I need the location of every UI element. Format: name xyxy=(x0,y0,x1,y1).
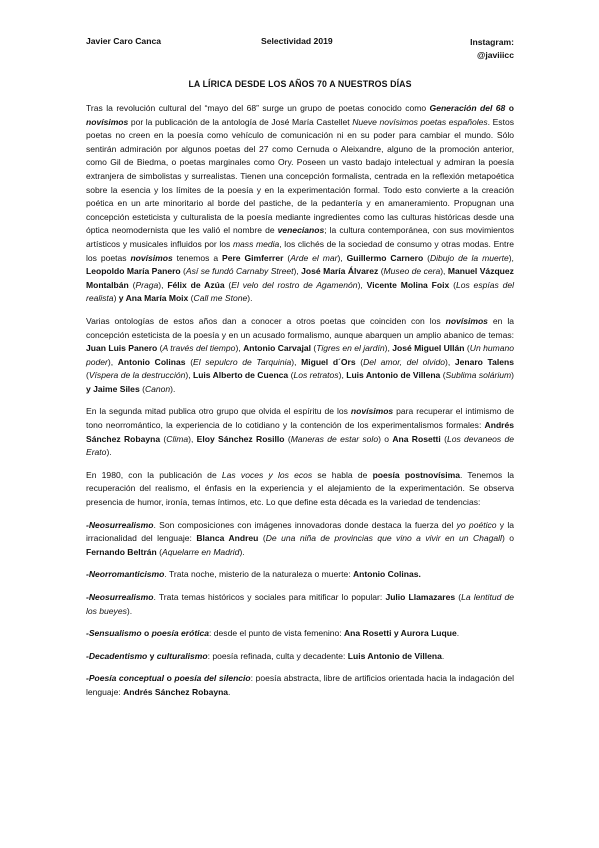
italic-text: Canon xyxy=(144,383,171,394)
paragraph xyxy=(86,469,514,510)
bold-italic-text: novísimos xyxy=(86,116,129,127)
text-run: En 1980, con la publicación de xyxy=(86,469,222,480)
italic-text: Los devaneos de Erato xyxy=(86,433,514,458)
text-run: ), xyxy=(445,356,455,367)
bold-text: poesía postnovísima xyxy=(372,469,460,480)
text-run: ( xyxy=(160,433,167,444)
text-run: ( xyxy=(311,343,317,354)
paragraph xyxy=(86,519,514,560)
bold-text: Antonio Colinas. xyxy=(352,569,421,580)
italic-text: A través del tiempo xyxy=(162,343,236,354)
bold-text: Luis Alberto de Cuenca xyxy=(192,370,289,381)
text-run: ), xyxy=(185,370,193,381)
bold-text: y Ana María Moix xyxy=(118,293,189,304)
italic-text: Arde el mar xyxy=(290,252,338,263)
bold-text: Andrés Sánchez Robayna xyxy=(86,420,514,444)
text-run: . Trata temas históricos y sociales para mitificar lo popular: xyxy=(153,592,386,602)
paragraph xyxy=(86,315,514,397)
text-run: . Tenemos la recuperación del realismo, el énfasis en la experiencia y el alejamiento de la experimentación. Se observa presencia de humor, ironía, temas íntimos, etc. Lo que define esta década es la variedad de tendencias: xyxy=(86,469,514,508)
text-run: ), xyxy=(440,266,448,277)
text-run: ). xyxy=(106,447,112,458)
text-run: En la segunda mitad publica otro grupo que olvida el espíritu de los xyxy=(86,406,351,417)
text-run: ), xyxy=(508,252,514,263)
text-run: ), xyxy=(235,343,244,354)
text-run: ), xyxy=(107,356,118,367)
bold-text: José María Álvarez xyxy=(301,266,379,277)
bold-italic-text: venecianos xyxy=(277,225,325,236)
italic-text: Así se fundó Carnaby Street xyxy=(185,266,294,277)
bold-text: Félix de Azúa xyxy=(167,279,225,290)
bold-text: Guillermo Carnero xyxy=(346,252,424,263)
text-run: ( xyxy=(355,356,364,367)
bold-text: Antonio Carvajal xyxy=(243,343,311,354)
text-run: ) o xyxy=(378,433,393,444)
bold-italic-text: culturalismo xyxy=(156,650,208,661)
bold-text: Leopoldo María Panero xyxy=(86,266,181,277)
bold-text: Andrés Sánchez Robayna xyxy=(123,686,229,697)
italic-text: Del amor, del olvido xyxy=(363,356,445,367)
text-run: . Estos poetas no creen en la poesía como vehículo de comunicación ni en su poder para cambiar el mundo. Sólo sentirán admiración por algunos poetas del 27 como Cernuda o Aleixandre, alguno de la promoción anterior, como Gil de Biedma, o poetas marginales como Ory. Poseen un vasto badajo intelectual y admiran la poesía extranjera de simbolistas y surrealistas. Tienen una concepción formalista, centrada en la reflexión metapoética sobre la esencia y los límites de la poesía y en la experimentación formal. Todo esto convierte a la creación poética en un arte minoritario al borde del pastiche, de la pedantería y en amaneramiento. Propugnan una concepción esteticista y culturalista de la poesía mediante ingredientes como las culturas históricas desde una óptica neomodernista que les valió el nombre de xyxy=(86,116,514,236)
text-run: ), xyxy=(357,279,367,290)
text-run: ( xyxy=(449,279,456,290)
italic-text: Museo de cera xyxy=(383,266,441,277)
instagram-label: Instagram: xyxy=(470,37,514,47)
paragraph xyxy=(86,627,514,641)
course-name: Selectividad 2019 xyxy=(261,36,333,46)
instagram-handle: @javiiicc xyxy=(476,50,514,60)
italic-text: Praga xyxy=(135,279,159,290)
italic-text: Nueve novísimos poetas españoles xyxy=(352,116,488,127)
bold-text: Antonio Colinas xyxy=(117,356,186,367)
text-run: . xyxy=(441,650,445,661)
text-run: tenemos a xyxy=(172,252,223,263)
bold-text: o xyxy=(505,103,514,113)
bold-text: Eloy Sánchez Rosillo xyxy=(196,433,285,444)
paragraph xyxy=(86,591,514,618)
text-run: . xyxy=(228,686,231,697)
text-run: ( xyxy=(284,433,291,444)
text-run: , los clichés de la sociedad de consumo y otras modas. Entre los poetas xyxy=(86,238,514,263)
text-run: : poesía refinada, culta y decadente: xyxy=(207,650,348,661)
bold-text: Miguel d´Ors xyxy=(301,356,356,367)
text-run: ( xyxy=(464,343,470,354)
text-run: . xyxy=(456,628,460,639)
bold-italic-text: novísimos xyxy=(350,406,394,417)
text-run: . Trata noche, misterio de la naturaleza o muerte: xyxy=(164,569,353,580)
italic-text: La lentitud de los bueyes xyxy=(86,592,514,616)
text-run: ( xyxy=(156,546,162,557)
bold-italic-text: poesía erótica xyxy=(151,628,210,639)
text-run: por la publicación de la antología de José María Castellet xyxy=(128,116,353,127)
paragraph xyxy=(86,405,514,459)
document-page xyxy=(86,36,514,709)
italic-text: Call me Stone xyxy=(193,293,248,304)
text-run: ), xyxy=(338,370,347,381)
bold-text: o xyxy=(141,628,152,639)
italic-text: yo poético xyxy=(456,519,497,530)
instagram-info xyxy=(470,36,514,62)
text-run: ), xyxy=(293,266,302,277)
paragraph xyxy=(86,672,514,699)
bold-italic-text: -Poesía conceptual xyxy=(86,673,165,684)
italic-text: Maneras de estar solo xyxy=(290,433,379,444)
text-run: ( xyxy=(440,370,446,381)
text-run: ( xyxy=(180,266,186,277)
italic-text: mass media xyxy=(232,238,280,249)
text-run: ( xyxy=(258,533,266,544)
bold-text: o xyxy=(164,673,175,684)
text-run: para recuperar el intimismo de tono neorromántico, la experiencia de lo cotidiano y la contención de los experimentalismos formales: xyxy=(86,406,514,431)
bold-text: Juan Luis Panero xyxy=(86,343,158,354)
italic-text: Aquelarre en Madrid xyxy=(162,546,240,557)
text-run: ( xyxy=(86,370,89,381)
text-run: ), xyxy=(291,356,302,367)
text-run: ). xyxy=(247,293,253,304)
paragraph xyxy=(86,568,514,582)
paragraph xyxy=(86,102,514,306)
italic-text: Las voces y los ecos xyxy=(221,469,313,480)
bold-text: Fernando Beltrán xyxy=(86,546,157,557)
bold-italic-text: -Sensualismo xyxy=(86,628,142,639)
italic-text: Un humano poder xyxy=(86,343,514,367)
page-header xyxy=(86,36,514,70)
text-run: ( xyxy=(283,252,291,263)
text-run: ( xyxy=(128,279,136,290)
text-run: ( xyxy=(378,266,384,277)
text-run: ). xyxy=(170,383,176,394)
bold-italic-text: -Neorromanticismo xyxy=(86,569,165,580)
italic-text: El sepulcro de Tarquinia xyxy=(193,356,292,367)
text-run: en la concepción esteticista de la poesía y en un acusado formalismo, aunque abarquen un amplio abanico de temas: xyxy=(86,315,514,340)
bold-italic-text: novísimos xyxy=(445,315,488,326)
paragraph xyxy=(86,650,514,664)
bold-italic-text: -Neosurrealismo xyxy=(86,592,154,602)
text-run: Varias ontologías de estos años dan a conocer a otros poetas que coinciden con los xyxy=(86,315,446,326)
text-run: ( xyxy=(224,279,232,290)
text-run: ( xyxy=(288,370,294,381)
italic-text: De una niña de provincias que vino a vivir en un Chagall xyxy=(265,533,502,544)
text-run: ) xyxy=(113,293,119,304)
text-run: ). xyxy=(239,546,245,557)
italic-text: Los espías del realista xyxy=(86,279,514,304)
bold-text: y Jaime Siles xyxy=(86,383,140,394)
text-run: : poesía abstracta, libre de artificios orientada hacia la indagación del lenguaje: xyxy=(86,673,514,697)
text-run: ), xyxy=(384,343,393,354)
italic-text: Clima xyxy=(166,433,189,444)
text-run: ( xyxy=(188,293,194,304)
bold-text: Manuel Vázquez Montalbán xyxy=(86,266,514,290)
bold-italic-text: novísimos xyxy=(130,252,173,263)
bold-text: José Miguel Ullán xyxy=(392,343,465,354)
bold-text: y xyxy=(147,650,157,661)
text-run: ( xyxy=(455,592,462,602)
bold-text: Ana Rosetti xyxy=(392,433,441,444)
bold-italic-text: Generación del 68 xyxy=(429,103,506,113)
bold-text: Luis Antonio de Villena xyxy=(346,370,441,381)
text-run: ; la cultura contemporánea, con sus movimientos artísticos y musicales influidos por los xyxy=(86,225,514,249)
bold-italic-text: poesía del silencio xyxy=(174,673,251,684)
bold-text: Julio Llamazares xyxy=(385,592,456,602)
text-run: ), xyxy=(337,252,347,263)
text-run: se habla de xyxy=(312,469,373,480)
text-run: ( xyxy=(185,356,194,367)
bold-text: Blanca Andreu xyxy=(196,533,259,544)
document-body xyxy=(86,102,514,700)
bold-text: Jenaro Talens xyxy=(454,356,514,367)
italic-text: Los retratos xyxy=(293,370,339,381)
italic-text: El velo del rostro de Agamenón xyxy=(231,279,358,290)
text-run: y la irracionalidad del lenguaje: xyxy=(86,519,514,544)
text-run: Tras la revolución cultural del “mayo del 68” surge un grupo de poetas conocido como xyxy=(86,103,430,113)
text-run: ( xyxy=(139,383,145,394)
bold-italic-text: -Decadentismo xyxy=(86,650,148,661)
bold-italic-text: -Neosurrealismo xyxy=(86,519,154,530)
italic-text: Sublima solárium xyxy=(445,370,512,381)
text-run: ) xyxy=(511,370,514,381)
text-run: ). xyxy=(126,605,133,616)
author-name: Javier Caro Canca xyxy=(86,36,161,46)
text-run: : desde el punto de vista femenino: xyxy=(209,628,344,639)
text-run: ( xyxy=(157,343,163,354)
text-run: . Son composiciones con imágenes innovadoras donde destaca la fuerza del xyxy=(153,519,457,530)
text-run: ), xyxy=(188,433,197,444)
italic-text: Tigres en el jardín xyxy=(316,343,385,354)
italic-text: Dibujo de la muerte xyxy=(429,252,509,263)
bold-text: Luis Antonio de Villena xyxy=(347,650,442,661)
bold-text: Ana Rosetti y Aurora Luque xyxy=(344,628,457,639)
text-run: ( xyxy=(423,252,430,263)
bold-text: Vicente Molina Foix xyxy=(366,279,450,290)
document-title: LA LÍRICA DESDE LOS AÑOS 70 A NUESTROS DÍAS xyxy=(188,79,412,89)
italic-text: Víspera de la destrucción xyxy=(88,370,186,381)
text-run: ) o xyxy=(501,533,515,544)
bold-text: Pere Gimferrer xyxy=(222,252,284,263)
text-run: ), xyxy=(158,279,168,290)
text-run: ( xyxy=(440,433,447,444)
